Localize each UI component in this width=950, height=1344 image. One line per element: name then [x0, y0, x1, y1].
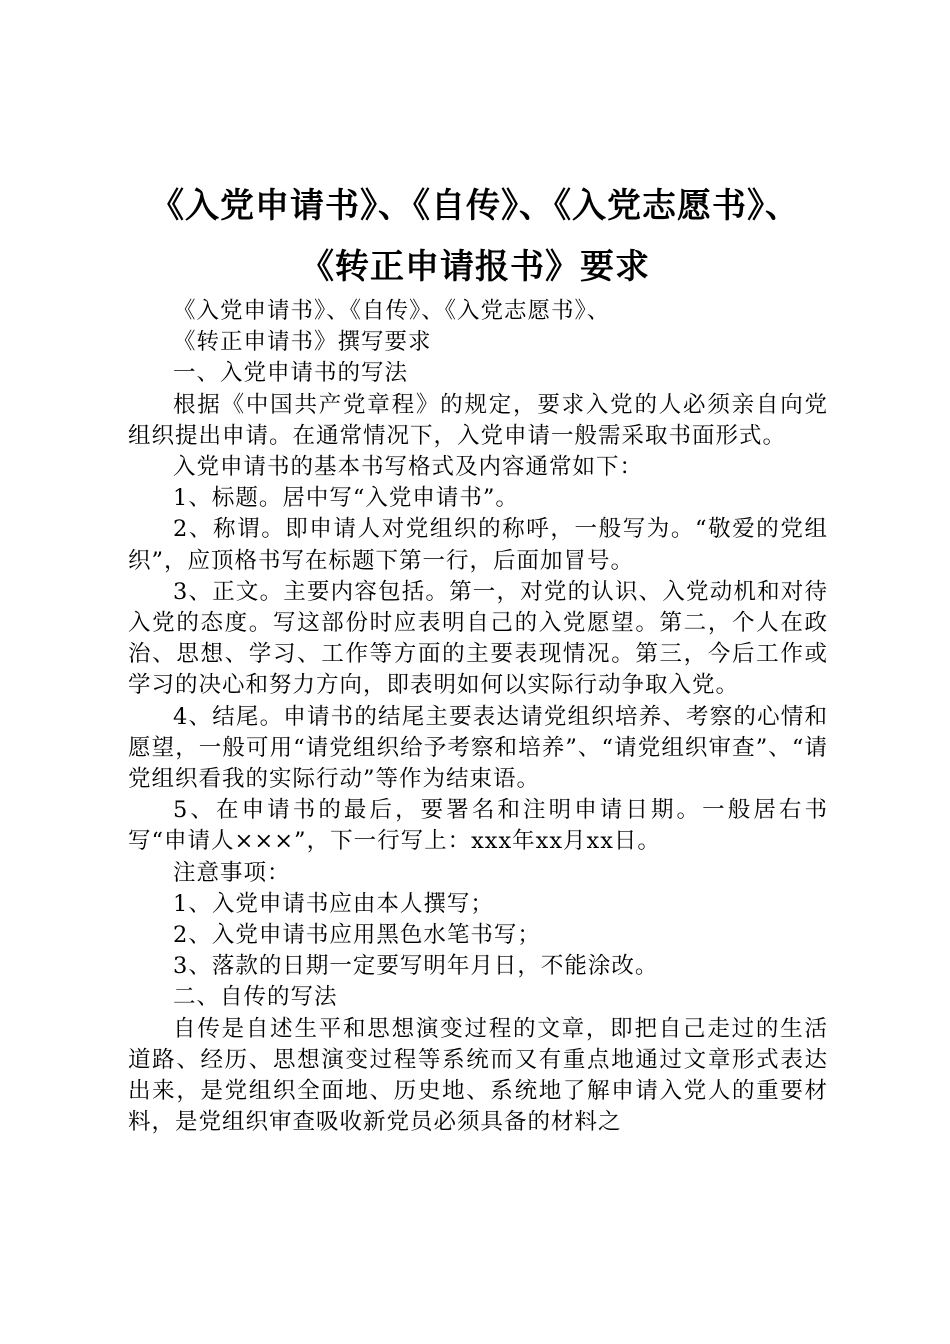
subtitle-line-1: 《入党申请书》、《自传》、《入党志愿书》、 — [173, 298, 611, 324]
document-body — [128, 296, 828, 1138]
body-paragraph: 入党申请书的基本书写格式及内容通常如下： — [173, 454, 644, 481]
note-item: 1、入党申请书应由本人撰写； — [173, 890, 494, 917]
list-item: 1、标题。居中写“入党申请书”。 — [173, 485, 519, 512]
note-item: 3、落款的日期一定要写明年月日，不能涂改。 — [173, 953, 659, 980]
list-item: 2、称谓。即申请人对党组织的称呼，一般写为。“敬爱的党组织”，应顶格书写在标题下第一行，后面加冒号。 — [128, 516, 828, 574]
section-heading-1: 一、入党申请书的写法 — [173, 360, 409, 387]
notes-heading: 注意事项： — [173, 859, 291, 886]
list-item: 3、正文。主要内容包括。第一，对党的认识、入党动机和对待入党的态度。写这部份时应表明自己的入党愿望。第二，个人在政治、思想、学习、工作等方面的主要表现情况。第三，今后工作或学习的决心和努力方向，即表明如何以实际行动争取入党。 — [128, 578, 828, 699]
body-paragraph: 自传是自述生平和思想演变过程的文章，即把自己走过的生活道路、经历、思想演变过程等系统而又有重点地通过文章形式表达出来，是党组织全面地、历史地、系统地了解申请入党人的重要材料，是党组织审查吸收新党员必须具备的材料之 — [128, 1015, 828, 1136]
document-title-line-1: 《入党申请书》、《自传》、《入党志愿书》、 — [150, 186, 800, 226]
document-title-line-2: 《转正申请报书》要求 — [300, 247, 650, 287]
section-heading-2: 二、自传的写法 — [173, 984, 338, 1011]
list-item: 5、在申请书的最后，要署名和注明申请日期。一般居右书写“申请人×××”，下一行写上：xxx年xx月xx日。 — [128, 797, 828, 855]
subtitle-line-2: 《转正申请书》撰写要求 — [173, 329, 432, 356]
list-item: 4、结尾。申请书的结尾主要表达请党组织培养、考察的心情和愿望，一般可用“请党组织给予考察和培养”、“请党组织审查”、“请党组织看我的实际行动”等作为结束语。 — [128, 703, 828, 793]
note-item: 2、入党申请书应用黑色水笔书写； — [173, 922, 541, 949]
body-paragraph: 根据《中国共产党章程》的规定，要求入党的人必须亲自向党组织提出申请。在通常情况下，入党申请一般需采取书面形式。 — [128, 391, 828, 449]
